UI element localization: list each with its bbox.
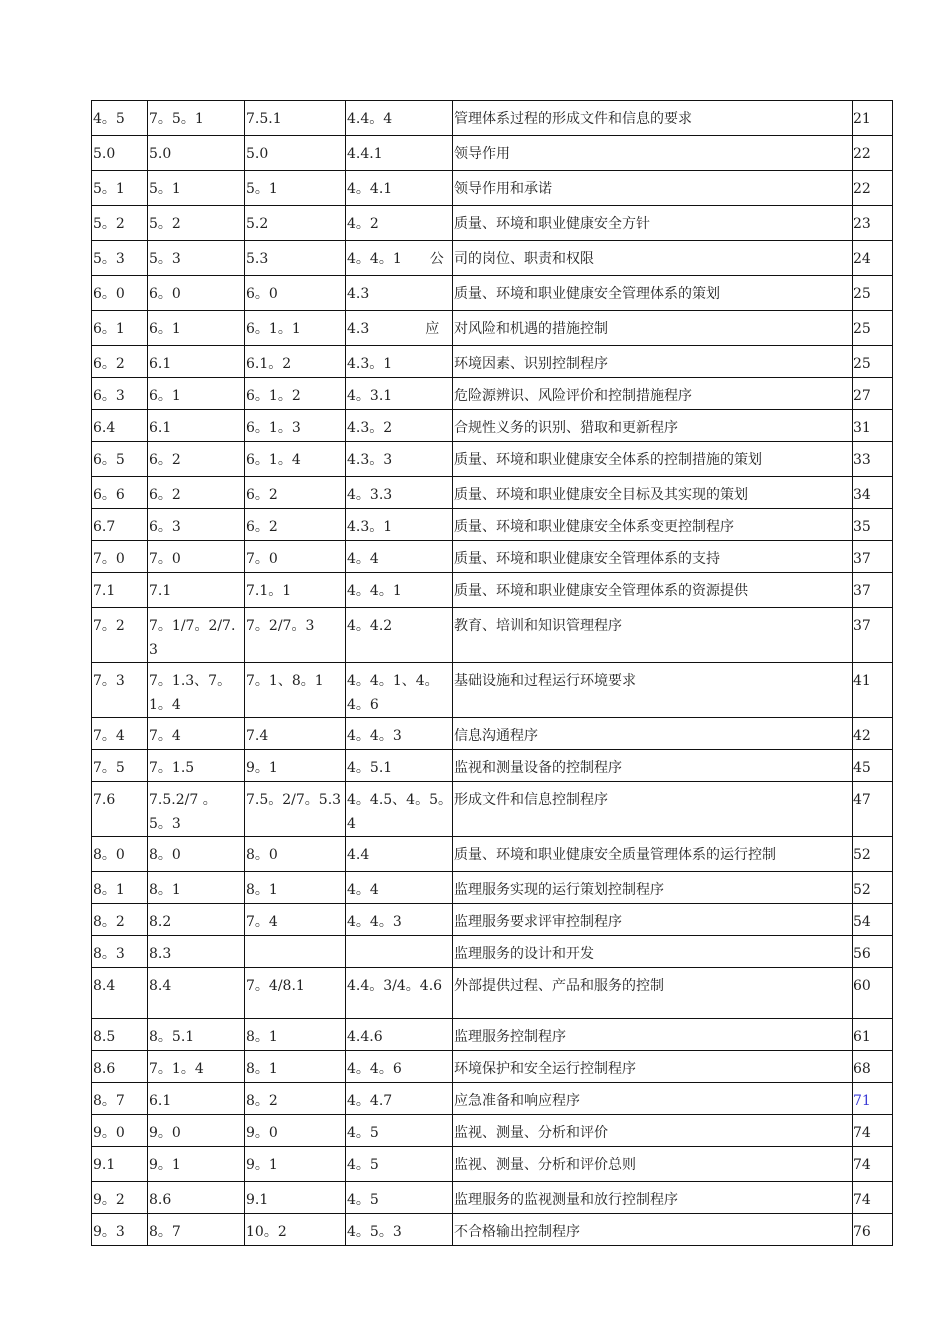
clause-cell: 8.4 xyxy=(92,968,148,1019)
title-cell: 管理体系过程的形成文件和信息的要求 xyxy=(453,101,853,136)
clause-cell: 8。5.1 xyxy=(148,1019,245,1051)
clause-cell: 9。3 xyxy=(92,1214,148,1246)
title-cell: 监理服务要求评审控制程序 xyxy=(453,904,853,936)
clause-cell: 5。1 xyxy=(245,171,346,206)
table-row xyxy=(92,378,893,410)
clause-cell: 5。1 xyxy=(148,171,245,206)
title-cell: 危险源辨识、风险评价和控制措施程序 xyxy=(453,378,853,410)
table-row xyxy=(92,276,893,311)
clause-cell: 4。3.3 xyxy=(346,477,453,509)
clause-cell: 4.3 应 xyxy=(346,311,453,346)
clause-cell: 8.4 xyxy=(148,968,245,1019)
clause-cell: 5。2 xyxy=(148,206,245,241)
table-row xyxy=(92,904,893,936)
title-cell: 合规性义务的识别、猎取和更新程序 xyxy=(453,410,853,442)
clause-cell: 6。2 xyxy=(245,477,346,509)
clause-cell: 4。5.1 xyxy=(346,750,453,782)
title-cell: 质量、环境和职业健康安全管理体系的资源提供 xyxy=(453,573,853,608)
clause-cell: 8.5 xyxy=(92,1019,148,1051)
page-number-cell: 61 xyxy=(853,1019,893,1051)
clause-cell: 4。4。1 公 xyxy=(346,241,453,276)
table-row xyxy=(92,750,893,782)
page-number-cell: 74 xyxy=(853,1147,893,1182)
clause-cell: 7.4 xyxy=(245,718,346,750)
page-number-cell: 37 xyxy=(853,608,893,663)
clause-cell: 6.1 xyxy=(148,1083,245,1115)
table-row xyxy=(92,1083,893,1115)
clause-cell: 7。1.3、7。1。4 xyxy=(148,663,245,718)
page-number-cell: 47 xyxy=(853,782,893,837)
clause-cell: 6.1。2 xyxy=(245,346,346,378)
clause-cell: 7。0 xyxy=(92,541,148,573)
clause-cell: 8.2 xyxy=(148,904,245,936)
clause-cell: 6.7 xyxy=(92,509,148,541)
title-cell: 环境保护和安全运行控制程序 xyxy=(453,1051,853,1083)
table-row xyxy=(92,442,893,477)
page-number-cell: 22 xyxy=(853,171,893,206)
title-cell: 质量、环境和职业健康安全管理体系的策划 xyxy=(453,276,853,311)
page-number-cell: 25 xyxy=(853,311,893,346)
clause-cell: 9.1 xyxy=(92,1147,148,1182)
clause-cell: 8。1 xyxy=(245,1019,346,1051)
table-row xyxy=(92,410,893,442)
clause-cell: 6。2 xyxy=(245,509,346,541)
page-number-cell: 34 xyxy=(853,477,893,509)
page-number-cell: 68 xyxy=(853,1051,893,1083)
clause-cell: 6。1。1 xyxy=(245,311,346,346)
title-cell: 监理服务控制程序 xyxy=(453,1019,853,1051)
table-row xyxy=(92,718,893,750)
clause-cell: 4。4.5、4。5。4 xyxy=(346,782,453,837)
clause-cell: 4。4.2 xyxy=(346,608,453,663)
clause-cell: 8。0 xyxy=(148,837,245,872)
clause-cell: 7.5.1 xyxy=(245,101,346,136)
clause-cell: 7.1。1 xyxy=(245,573,346,608)
clause-cell: 4。4。1、4。4。6 xyxy=(346,663,453,718)
page-number-cell: 27 xyxy=(853,378,893,410)
clause-cell: 4。4。3 xyxy=(346,718,453,750)
title-cell: 监理服务实现的运行策划控制程序 xyxy=(453,872,853,904)
clause-cell: 8。2 xyxy=(92,904,148,936)
page-number-cell: 71 xyxy=(853,1083,893,1115)
title-cell: 对风险和机遇的措施控制 xyxy=(453,311,853,346)
clause-cell: 4。4.1 xyxy=(346,171,453,206)
title-cell: 质量、环境和职业健康安全管理体系的支持 xyxy=(453,541,853,573)
table-row xyxy=(92,206,893,241)
title-cell: 应急准备和响应程序 xyxy=(453,1083,853,1115)
clause-cell: 7。2/7。3 xyxy=(245,608,346,663)
page-number-cell: 35 xyxy=(853,509,893,541)
clause-cell: 6。1 xyxy=(148,378,245,410)
clause-cell: 4.3 xyxy=(346,276,453,311)
clause-cell: 4。5。3 xyxy=(346,1214,453,1246)
clause-cell: 4。4 xyxy=(346,872,453,904)
page-number-cell: 31 xyxy=(853,410,893,442)
title-cell: 质量、环境和职业健康安全质量管理体系的运行控制 xyxy=(453,837,853,872)
table-row xyxy=(92,477,893,509)
title-cell: 信息沟通程序 xyxy=(453,718,853,750)
title-cell: 外部提供过程、产品和服务的控制 xyxy=(453,968,853,1019)
title-cell: 教育、培训和知识管理程序 xyxy=(453,608,853,663)
clause-cell: 7。5。1 xyxy=(148,101,245,136)
clause-cell: 4.4。4 xyxy=(346,101,453,136)
clause-cell: 8。0 xyxy=(92,837,148,872)
page-number-cell: 25 xyxy=(853,346,893,378)
clause-cell: 7。5 xyxy=(92,750,148,782)
clause-cell: 8.6 xyxy=(148,1182,245,1214)
table-row xyxy=(92,311,893,346)
table-row xyxy=(92,573,893,608)
title-cell: 基础设施和过程运行环境要求 xyxy=(453,663,853,718)
clause-cell: 4。4。3 xyxy=(346,904,453,936)
title-cell: 质量、环境和职业健康安全目标及其实现的策划 xyxy=(453,477,853,509)
title-cell: 质量、环境和职业健康安全体系的控制措施的策划 xyxy=(453,442,853,477)
table-row xyxy=(92,346,893,378)
table-row xyxy=(92,936,893,968)
clause-cell: 4.4。3/4。4.6 xyxy=(346,968,453,1019)
clause-cell: 8。1 xyxy=(245,872,346,904)
table-row xyxy=(92,782,893,837)
page-number-cell: 56 xyxy=(853,936,893,968)
page-number-cell: 25 xyxy=(853,276,893,311)
clause-cell: 6。5 xyxy=(92,442,148,477)
clause-cell: 4.3。1 xyxy=(346,509,453,541)
page-number-cell: 42 xyxy=(853,718,893,750)
clause-cell: 8.6 xyxy=(92,1051,148,1083)
table-row xyxy=(92,136,893,171)
clause-cell: 7.5。2/7。5.3 xyxy=(245,782,346,837)
clause-cell: 4.4.6 xyxy=(346,1019,453,1051)
clause-cell xyxy=(346,936,453,968)
clause-cell: 4。4.7 xyxy=(346,1083,453,1115)
clause-cell: 4。4。1 xyxy=(346,573,453,608)
page-number-cell: 54 xyxy=(853,904,893,936)
table-row xyxy=(92,541,893,573)
clause-cell: 4.4.1 xyxy=(346,136,453,171)
clause-cell: 4。2 xyxy=(346,206,453,241)
clause-cell: 4.3。1 xyxy=(346,346,453,378)
title-cell: 监视和测量设备的控制程序 xyxy=(453,750,853,782)
page-number-cell: 41 xyxy=(853,663,893,718)
clause-cell: 7。1。4 xyxy=(148,1051,245,1083)
clause-cell: 5。1 xyxy=(92,171,148,206)
title-cell: 监理服务的监视测量和放行控制程序 xyxy=(453,1182,853,1214)
clause-cell: 6。6 xyxy=(92,477,148,509)
page-number-cell: 21 xyxy=(853,101,893,136)
page-number-cell: 23 xyxy=(853,206,893,241)
clause-cell: 6。1。3 xyxy=(245,410,346,442)
table-row xyxy=(92,968,893,1019)
clause-cell: 6。0 xyxy=(92,276,148,311)
clause-cell: 6。1。2 xyxy=(245,378,346,410)
title-cell: 领导作用 xyxy=(453,136,853,171)
table-row xyxy=(92,1214,893,1246)
clause-cell: 8.3 xyxy=(148,936,245,968)
clause-cell: 4.3。2 xyxy=(346,410,453,442)
table-row xyxy=(92,171,893,206)
clause-cell: 8。1 xyxy=(92,872,148,904)
clause-cell: 9。2 xyxy=(92,1182,148,1214)
clause-cell: 7。4 xyxy=(148,718,245,750)
clause-cell: 7.1 xyxy=(148,573,245,608)
clause-cell: 6。1 xyxy=(148,311,245,346)
clause-cell: 8。7 xyxy=(92,1083,148,1115)
clause-cell: 4。5 xyxy=(92,101,148,136)
clause-cell: 6。0 xyxy=(245,276,346,311)
clause-cell: 6。2 xyxy=(92,346,148,378)
clause-cell: 4。4。6 xyxy=(346,1051,453,1083)
clause-cell: 7。4 xyxy=(92,718,148,750)
clause-cell: 4。5 xyxy=(346,1147,453,1182)
title-cell: 监视、测量、分析和评价总则 xyxy=(453,1147,853,1182)
clause-cell: 7。1/7。2/7.3 xyxy=(148,608,245,663)
clause-cell: 9.1 xyxy=(245,1182,346,1214)
clause-cell: 10。2 xyxy=(245,1214,346,1246)
clause-cell: 8。1 xyxy=(245,1051,346,1083)
clause-cell: 9。1 xyxy=(245,750,346,782)
clause-cell: 6。1 xyxy=(92,311,148,346)
table-row xyxy=(92,608,893,663)
clause-cell: 6。3 xyxy=(148,509,245,541)
page-number-cell: 52 xyxy=(853,872,893,904)
clause-cell: 7。0 xyxy=(245,541,346,573)
title-cell: 司的岗位、职责和权限 xyxy=(453,241,853,276)
table-row xyxy=(92,872,893,904)
table-row xyxy=(92,241,893,276)
clause-cell: 8。1 xyxy=(148,872,245,904)
table-row xyxy=(92,509,893,541)
table-row xyxy=(92,1182,893,1214)
clause-cell: 6。3 xyxy=(92,378,148,410)
clause-cell: 7.5.2/7 。 5。3 xyxy=(148,782,245,837)
clause-cross-reference-table xyxy=(91,100,893,1246)
page-number-cell: 37 xyxy=(853,541,893,573)
clause-cell: 4.4 xyxy=(346,837,453,872)
page-number-cell: 37 xyxy=(853,573,893,608)
clause-cell: 6。2 xyxy=(148,442,245,477)
title-cell: 环境因素、识别控制程序 xyxy=(453,346,853,378)
clause-cell: 5。3 xyxy=(148,241,245,276)
page-number-cell: 60 xyxy=(853,968,893,1019)
table-row xyxy=(92,1147,893,1182)
clause-cell xyxy=(245,936,346,968)
clause-cell: 7。0 xyxy=(148,541,245,573)
clause-cell: 6.1 xyxy=(148,410,245,442)
clause-cell: 6。1。4 xyxy=(245,442,346,477)
clause-cell: 4.3。3 xyxy=(346,442,453,477)
page-number-cell: 24 xyxy=(853,241,893,276)
table-body xyxy=(92,101,893,1246)
clause-cell: 7.1 xyxy=(92,573,148,608)
clause-cell: 4。4 xyxy=(346,541,453,573)
table-row xyxy=(92,101,893,136)
page-number-cell: 74 xyxy=(853,1182,893,1214)
clause-cell: 7。1、8。1 xyxy=(245,663,346,718)
clause-cell: 9。1 xyxy=(245,1147,346,1182)
clause-cell: 4。5 xyxy=(346,1115,453,1147)
table-row xyxy=(92,1019,893,1051)
table-row xyxy=(92,1115,893,1147)
clause-cell: 6.1 xyxy=(148,346,245,378)
clause-cell: 9。0 xyxy=(92,1115,148,1147)
clause-cell: 7。4 xyxy=(245,904,346,936)
clause-cell: 8。3 xyxy=(92,936,148,968)
clause-cell: 5.0 xyxy=(245,136,346,171)
page-number-cell: 74 xyxy=(853,1115,893,1147)
clause-cell: 5.0 xyxy=(92,136,148,171)
table-row xyxy=(92,1051,893,1083)
clause-cell: 8。7 xyxy=(148,1214,245,1246)
clause-cell: 7。1.5 xyxy=(148,750,245,782)
page-number-cell: 52 xyxy=(853,837,893,872)
clause-cell: 5。3 xyxy=(92,241,148,276)
title-cell: 领导作用和承诺 xyxy=(453,171,853,206)
clause-cell: 7。2 xyxy=(92,608,148,663)
clause-cell: 5.3 xyxy=(245,241,346,276)
clause-cell: 9。0 xyxy=(148,1115,245,1147)
title-cell: 监视、测量、分析和评价 xyxy=(453,1115,853,1147)
clause-cell: 7.6 xyxy=(92,782,148,837)
clause-cell: 4。3.1 xyxy=(346,378,453,410)
title-cell: 质量、环境和职业健康安全方针 xyxy=(453,206,853,241)
title-cell: 监理服务的设计和开发 xyxy=(453,936,853,968)
clause-cell: 6。2 xyxy=(148,477,245,509)
clause-cell: 7。3 xyxy=(92,663,148,718)
title-cell: 质量、环境和职业健康安全体系变更控制程序 xyxy=(453,509,853,541)
page-number-cell: 45 xyxy=(853,750,893,782)
clause-cell: 7。4/8.1 xyxy=(245,968,346,1019)
clause-cell: 9。1 xyxy=(148,1147,245,1182)
title-cell: 不合格输出控制程序 xyxy=(453,1214,853,1246)
clause-cell: 4。5 xyxy=(346,1182,453,1214)
page-number-cell: 22 xyxy=(853,136,893,171)
clause-cell: 5.2 xyxy=(245,206,346,241)
clause-cell: 6。0 xyxy=(148,276,245,311)
clause-cell: 8。0 xyxy=(245,837,346,872)
page-number-cell: 76 xyxy=(853,1214,893,1246)
clause-cell: 6.4 xyxy=(92,410,148,442)
clause-cell: 8。2 xyxy=(245,1083,346,1115)
table-row xyxy=(92,663,893,718)
page-number-cell: 33 xyxy=(853,442,893,477)
title-cell: 形成文件和信息控制程序 xyxy=(453,782,853,837)
clause-cell: 5。2 xyxy=(92,206,148,241)
table-row xyxy=(92,837,893,872)
clause-cell: 5.0 xyxy=(148,136,245,171)
clause-cell: 9。0 xyxy=(245,1115,346,1147)
